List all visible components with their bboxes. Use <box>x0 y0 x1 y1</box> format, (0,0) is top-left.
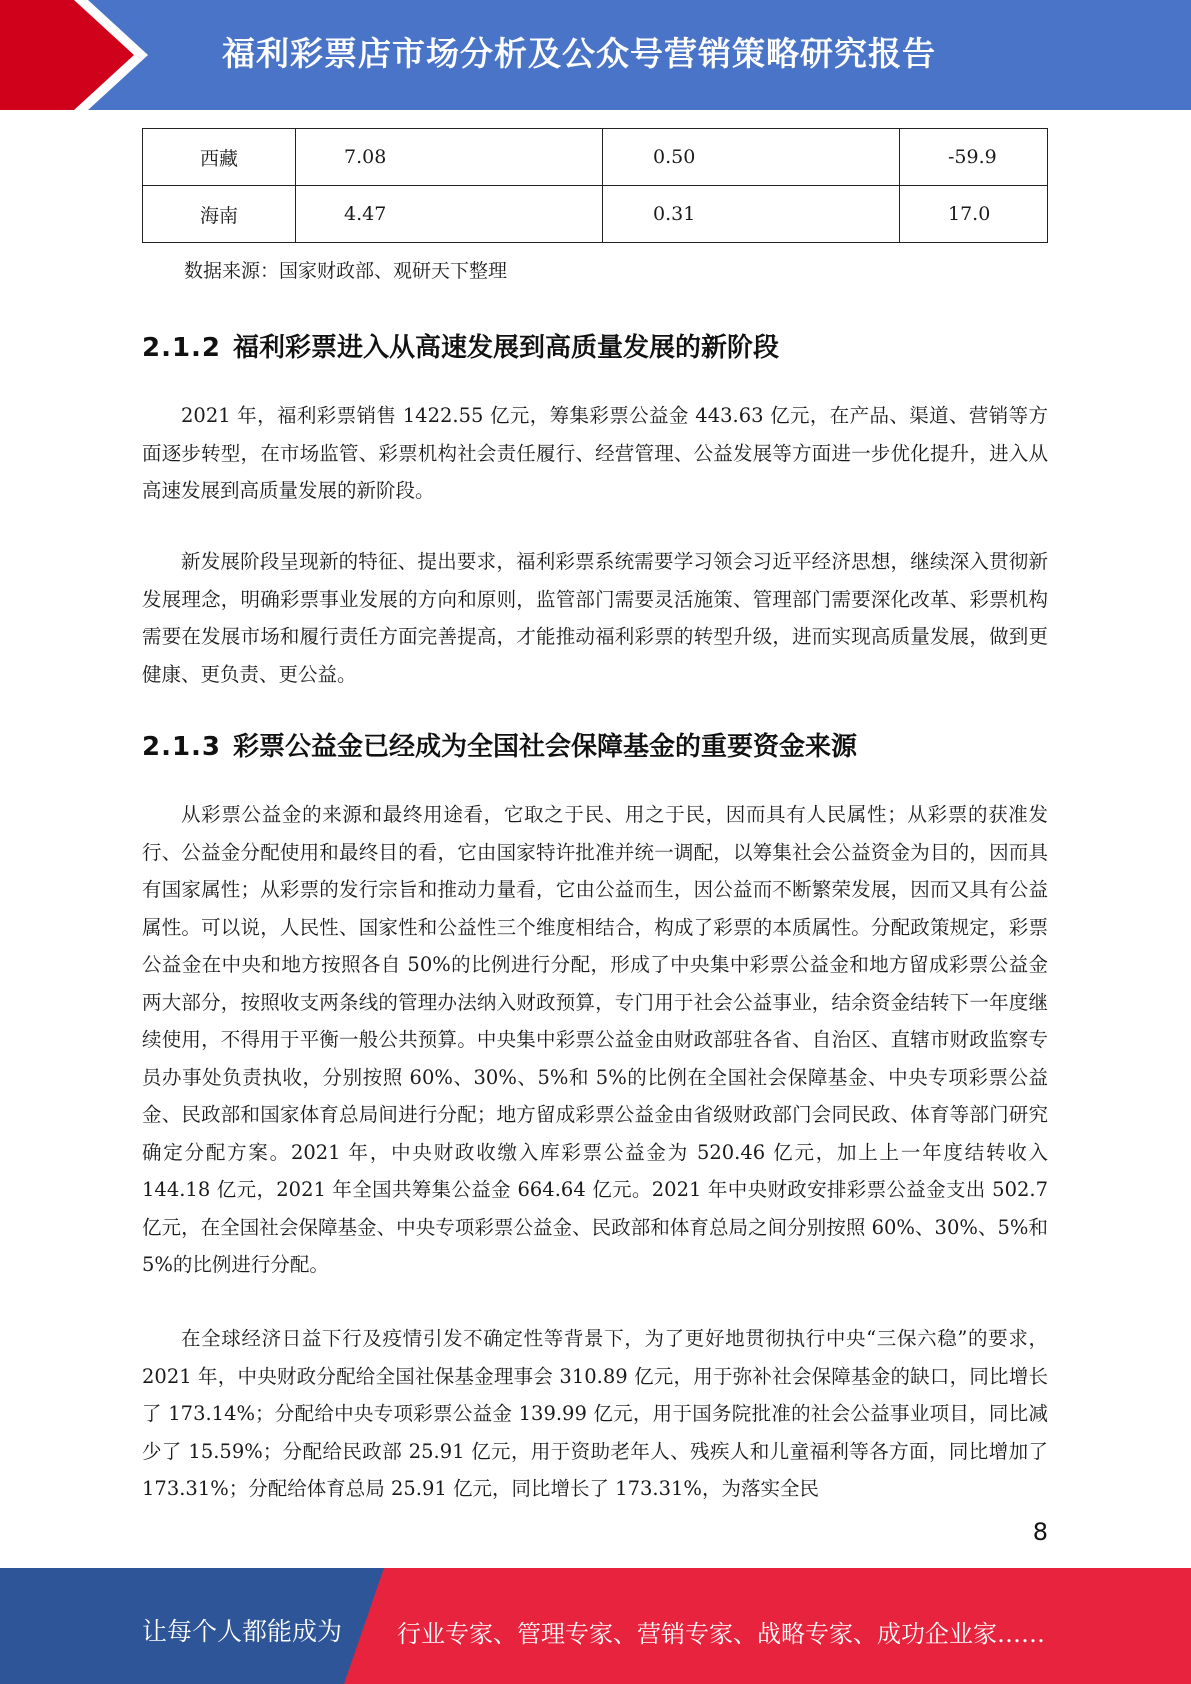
paragraph: 2021 年，福利彩票销售 1422.55 亿元，筹集彩票公益金 443.63 亿元，在产品、渠道、营销等方面逐步转型，在市场监管、彩票机构社会责任履行、经营管理、公益发展等方面进一步优化提升，进入从高速发展到高质量发展的新阶段。 <box>142 404 1048 502</box>
table-cell: -59.9 <box>900 129 1048 186</box>
paragraph: 新发展阶段呈现新的特征、提出要求，福利彩票系统需要学习领会习近平经济思想，继续深入贯彻新发展理念，明确彩票事业发展的方向和原则，监管部门需要灵活施策、管理部门需要深化改革、彩票机构需要在发展市场和履行责任方面完善提高，才能推动福利彩票的转型升级，进而实现高质量发展，做到更健康、更负责、更公益。 <box>142 550 1048 686</box>
table-cell: 17.0 <box>900 186 1048 243</box>
paragraph: 从彩票公益金的来源和最终用途看，它取之于民、用之于民，因而具有人民属性；从彩票的获准发行、公益金分配使用和最终目的看，它由国家特许批准并统一调配，以筹集社会公益资金为目的，因而具有国家属性；从彩票的发行宗旨和推动力量看，它由公益而生，因公益而不断繁荣发展，因而又具有公益属性。可以说，人民性、国家性和公益性三个维度相结合，构成了彩票的本质属性。分配政策规定，彩票公益金在中央和地方按照各自 50%的比例进行分配，形成了中央集中彩票公益金和地方留成彩票公益金两大部分，按照收支两条线的管理办法纳入财政预算，专门用于社会公益事业，结余资金结转下一年度继续使用，不得用于平衡一般公共预算。中央集中彩票公益金由财政部驻各省、自治区、直辖市财政监察专员办事处负责执收，分别按照 60%、30%、5%和 5%的比例在全国社会保障基金、中央专项彩票公益金、民政部和国家体育总局间进行分配；地方留成彩票公益金由省级财政部门会同民政、体育等部门研究确定分配方案。2021 年，中央财政收缴入库彩票公益金为 520.46 亿元，加上上一年度结转收入 144.18 亿元，2021 年全国共筹集公益金 664.64 亿元。2021 年中央财政安排彩票公益金支出 502.7 亿元，在全国社会保障基金、中央专项彩票公益金、民政部和体育总局之间分别按照 60%、30%、5%和 5%的比例进行分配。 <box>142 803 1048 1276</box>
section-heading-2-1-2 <box>142 327 779 364</box>
header-arrow-decoration <box>0 0 160 110</box>
footer-slogan-right: 行业专家、管理专家、营销专家、战略专家、成功企业家…… <box>397 1620 1045 1648</box>
source-note: 数据来源：国家财政部、观研天下整理 <box>184 260 508 282</box>
table-cell-region: 西藏 <box>143 129 296 186</box>
section-heading-2-1-3 <box>142 726 857 763</box>
table-cell: 7.08 <box>296 129 603 186</box>
section-title: 福利彩票进入从高速发展到高质量发展的新阶段 <box>233 333 780 363</box>
report-title: 福利彩票店市场分析及公众号营销策略研究报告 <box>222 34 936 73</box>
section-title: 彩票公益金已经成为全国社会保障基金的重要资金来源 <box>233 732 858 762</box>
section-number: 2.1.3 <box>142 732 222 762</box>
paragraph: 在全球经济日益下行及疫情引发不确定性等背景下，为了更好地贯彻执行中央“三保六稳”的要求，2021 年，中央财政分配给全国社保基金理事会 310.89 亿元，用于弥补社会保障基金的缺口，同比增长了 173.14%；分配给中央专项彩票公益金 139.99 亿元，用于国务院批准的社会公益事业项目，同比减少了 15.59%；分配给民政部 25.91 亿元，用于资助老年人、残疾人和儿童福利等各方面，同比增加了 173.31%；分配给体育总局 25.91 亿元，同比增长了 173.31%，为落实全民 <box>142 1327 1048 1500</box>
data-table <box>142 128 1048 243</box>
table-cell: 0.31 <box>603 186 900 243</box>
section-number: 2.1.2 <box>142 333 222 363</box>
header-arrow-red <box>0 0 134 110</box>
table-cell: 0.50 <box>603 129 900 186</box>
footer-slogan-left: 让每个人都能成为 <box>142 1617 343 1646</box>
table-row <box>143 129 1048 186</box>
table-row <box>143 186 1048 243</box>
page-number: 8 <box>1032 1518 1048 1546</box>
table-cell-region: 海南 <box>143 186 296 243</box>
table-cell: 4.47 <box>296 186 603 243</box>
